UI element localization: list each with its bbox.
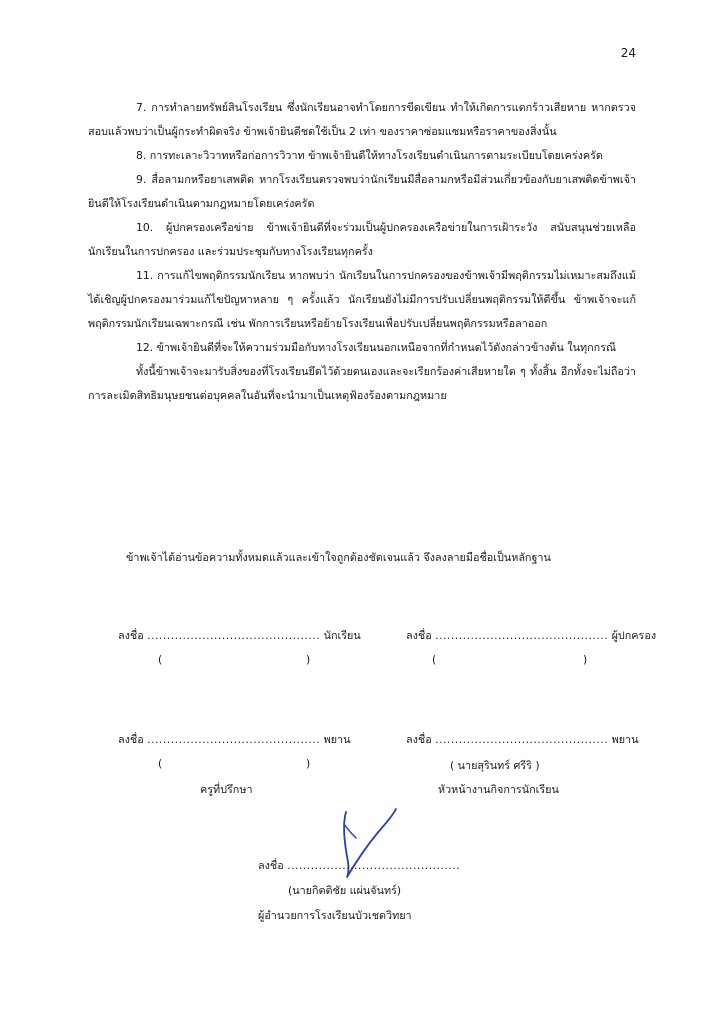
signature-dots: ............................................ bbox=[435, 629, 609, 642]
director-title: ผู้อำนวยการโรงเรียนบัวเชดวิทยา bbox=[258, 909, 412, 922]
witness-head-signature-line bbox=[406, 731, 638, 748]
director-name: (นายกิตติชัย แผ่นจันทร์) bbox=[288, 884, 402, 897]
sign-prefix: ลงชื่อ bbox=[406, 733, 432, 746]
sign-prefix: ลงชื่อ bbox=[118, 733, 144, 746]
student-signature-line bbox=[118, 627, 361, 644]
witness-role: พยาน bbox=[323, 733, 351, 746]
acknowledgement-statement: ข้าพเจ้าได้อ่านข้อความทั้งหมดแล้วและเข้าใจถูกต้องชัดเจนแล้ว จึงลงลายมือชื่อเป็นหลักฐาน bbox=[126, 551, 551, 564]
witness-advisor-open-paren: ( bbox=[158, 757, 163, 770]
student-role: นักเรียน bbox=[323, 629, 361, 642]
witness-head-title: หัวหน้างานกิจการนักเรียน bbox=[438, 783, 559, 796]
sign-prefix: ลงชื่อ bbox=[118, 629, 144, 642]
witness-advisor-close-paren: ) bbox=[306, 757, 311, 770]
witness-advisor-signature-line bbox=[118, 731, 350, 748]
witness-role: พยาน bbox=[611, 733, 639, 746]
student-name-open-paren: ( bbox=[158, 653, 163, 666]
closing-paragraph: ทั้งนี้ข้าพเจ้าจะมารับสิ่งของที่โรงเรียนยึดไว้ด้วยตนเองและจะเรียกร้องค่าเสียหายใด ๆ ทั้งสิ้น อีกทั้งจะไม่ถือว่าการละเมิดสิทธิมนุษยชนต่อบุคคลในอันที่จะนำมาเป็นเหตุฟ้องร้องตามกฎหมาย bbox=[88, 365, 636, 402]
clause-8: 8. การทะเลาะวิวาทหรือก่อการวิวาท ข้าพเจ้ายินดีให้ทางโรงเรียนดำเนินการตามระเบียบโดยเคร่งครัด bbox=[136, 149, 603, 162]
guardian-role: ผู้ปกครอง bbox=[611, 629, 657, 642]
signature-dots: ............................................ bbox=[147, 733, 321, 746]
clause-12: 12. ข้าพเจ้ายินดีที่จะให้ความร่วมมือกับทางโรงเรียนนอกเหนือจากที่กำหนดไว้ดังกล่าวข้างต้น ในทุกกรณี bbox=[136, 341, 617, 354]
witness-head-name: ( นายสุรินทร์ ศรีริ ) bbox=[450, 759, 540, 772]
signature-dots: ............................................ bbox=[435, 733, 609, 746]
agreement-clauses bbox=[88, 96, 636, 408]
director-signature-line bbox=[258, 857, 460, 874]
guardian-name-close-paren: ) bbox=[583, 653, 588, 666]
guardian-name-open-paren: ( bbox=[432, 653, 437, 666]
witness-advisor-title: ครูที่ปรึกษา bbox=[200, 783, 253, 796]
sign-prefix: ลงชื่อ bbox=[406, 629, 432, 642]
signature-dots: ............................................ bbox=[287, 859, 461, 872]
clause-11: 11. การแก้ไขพฤติกรรมนักเรียน หากพบว่า นักเรียนในการปกครองของข้าพเจ้ามีพฤติกรรมไม่เหมาะสมถึงแม้ได้เชิญผู้ปกครองมาร่วมแก้ไขปัญหาหลาย ๆ ครั้งแล้ว นักเรียนยังไม่มีการปรับเปลี่ยนพฤติกรรมให้ดีขึ้น ข้าพเจ้าจะแก้พฤติกรรมนักเรียนเฉพาะกรณี เช่น พักการเรียนหรือย้ายโรงเรียนเพื่อปรับเปลี่ยนพฤติกรรมหรือลาออก bbox=[88, 269, 636, 330]
clause-9: 9. สื่อลามกหรือยาเสพติด หากโรงเรียนตรวจพบว่านักเรียนมีสื่อลามกหรือมีส่วนเกี่ยวข้องกับยาเสพติดข้าพเจ้ายินดีให้โรงเรียนดำเนินตามกฎหมายโดยเคร่งครัด bbox=[88, 173, 636, 210]
clause-10: 10. ผู้ปกครองเครือข่าย ข้าพเจ้ายินดีที่จะร่วมเป็นผู้ปกครองเครือข่ายในการเฝ้าระวัง สนับสนุนช่วยเหลือนักเรียนในการปกครอง และร่วมประชุมกับทางโรงเรียนทุกครั้ง bbox=[88, 221, 636, 258]
guardian-signature-line bbox=[406, 627, 656, 644]
student-name-close-paren: ) bbox=[306, 653, 311, 666]
signature-dots: ............................................ bbox=[147, 629, 321, 642]
clause-7: 7. การทำลายทรัพย์สินโรงเรียน ซึ่งนักเรียนอาจทำโดยการขีดเขียน ทำให้เกิดการแตกร้าวเสียหาย หากตรวจสอบแล้วพบว่าเป็นผู้กระทำผิดจริง ข้าพเจ้ายินดีชดใช้เป็น 2 เท่า ของราคาซ่อมแซมหรือราคาของสิ่งนั้น bbox=[88, 101, 636, 138]
page-number: 24 bbox=[620, 46, 636, 60]
sign-prefix: ลงชื่อ bbox=[258, 859, 284, 872]
